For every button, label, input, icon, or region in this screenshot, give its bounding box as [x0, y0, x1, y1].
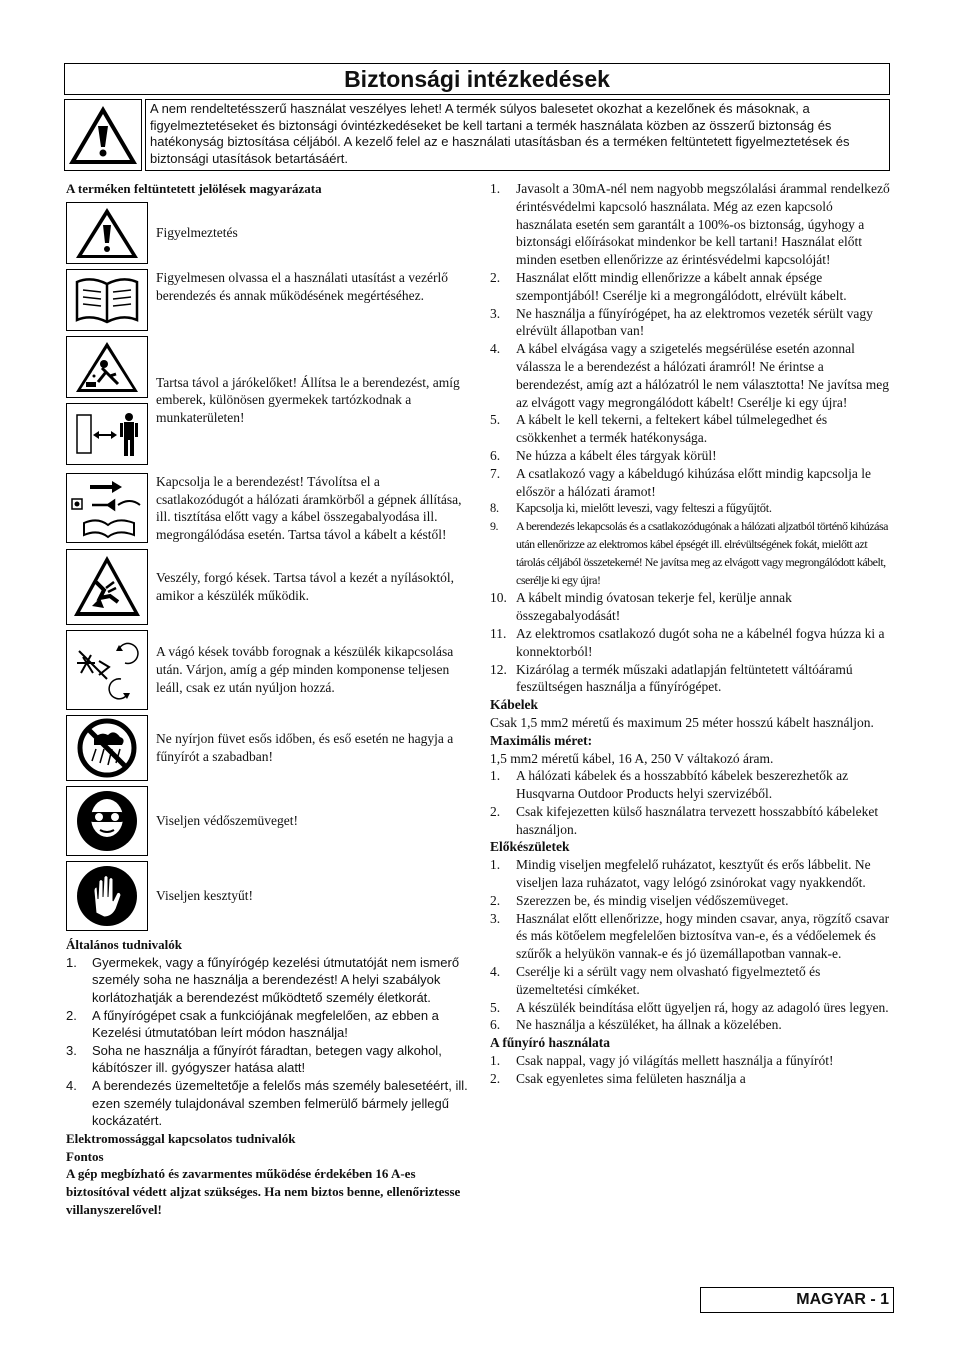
symbol-row — [66, 861, 468, 931]
max-size-text: 1,5 mm2 méretű kábel, 16 A, 250 V váltakozó áram. — [490, 750, 774, 766]
symbol-text: A vágó kések tovább forognak a készülék kikapcsolása után. Várjon, amíg a gép minden komponense teljesen leáll, csak ez után nyúljon hozzá. — [156, 644, 454, 695]
list-item: 5. A készülék beindítása előtt ügyeljen rá, hogy az adagoló üres legyen. — [490, 999, 889, 1015]
symbol-row — [66, 715, 468, 781]
max-size-heading: Maximális méret: — [490, 732, 593, 748]
symbol-box — [66, 549, 148, 625]
symbol-row — [66, 786, 468, 856]
fuse-note: A gép megbízható és zavarmentes működése érdekében 16 A-es biztosítóval védett aljzat szükséges. Ha nem biztos benne, ellenőriztesse villanyszerelővel! — [66, 1166, 461, 1217]
open-book-icon — [71, 272, 143, 328]
list-item: 3. Soha ne használja a fűnyírót fáradtan, betegen vagy alkohol, kábítószer ill. gyógyszer hatása alatt! — [66, 1042, 442, 1076]
symbol-box — [66, 336, 148, 398]
use-heading: A fűnyíró használata — [490, 1035, 611, 1051]
title-box — [64, 63, 890, 95]
prep-heading: Előkészületek — [490, 839, 570, 855]
symbol-box — [66, 630, 148, 710]
gloves-icon — [74, 863, 140, 929]
list-item: 2. Szerezzen be, és mindig viseljen védőszemüveget. — [490, 892, 789, 908]
keep-distance-icon — [69, 405, 145, 463]
right-column — [490, 180, 890, 1088]
list-item: 1. Gyermekek, vagy a fűnyírógép kezelési útmutatóját nem ismerő személy soha ne használja a berendezést! A helyi szabályok korlátozhatják a berendezést működtető személy életkorát. — [66, 954, 460, 1005]
list-item: 5. A kábelt le kell tekerni, a feltekert kábel túlmelegedhet és csökkenhet a termék hatékonysága. — [490, 412, 828, 446]
list-item: 6. Ne használja a készüléket, ha állnak a közelében. — [490, 1017, 782, 1033]
thrown-objects-icon — [72, 338, 142, 396]
list-item: 11. Az elektromos csatlakozó dugót soha ne a kábelnél fogva húzza ki a konnektorból! — [490, 625, 885, 659]
list-item: 3. Ne használja a fűnyírógépet, ha az elektromos vezeték sérült vagy elrévült állapotban van! — [490, 305, 873, 339]
unplug-icon — [68, 475, 146, 541]
warning-triangle-icon — [72, 204, 142, 262]
general-list — [66, 954, 468, 1130]
symbol-box — [66, 403, 148, 465]
left-column — [66, 180, 468, 1219]
symbol-group — [66, 336, 468, 465]
page-footer: MAGYAR - 1 — [700, 1287, 894, 1313]
list-item: 2. Csak egyenletes sima felületen használja a — [490, 1070, 746, 1086]
symbol-row — [66, 630, 468, 710]
use-list — [490, 1052, 890, 1088]
list-item: 8. Kapcsolja ki, mielőtt leveszi, vagy felteszi a fűgyűjtőt. — [490, 501, 772, 516]
list-item: 1. Csak nappal, vagy jó világítás mellett használja a fűnyírót! — [490, 1053, 834, 1069]
list-item: 6. Ne húzza a kábelt éles tárgyak körül! — [490, 447, 717, 463]
symbols-heading: A terméken feltüntetett jelölések magyarázata — [66, 181, 322, 196]
symbol-text: Viseljen védőszemüveget! — [156, 813, 299, 829]
symbol-box — [66, 202, 148, 264]
warning-icon-box — [64, 99, 142, 171]
list-item: 9. A berendezés lekapcsolás és a csatlakozódugónak a hálózati aljzatból történő kihúzása után ellenőrizze az elektromos kábel épségét ill. elrévültségének fokát, mielőtt azt tárolás céljából összetekerné! Ne javítsa meg az elvágott vagy megrongálódott kábelt, cserélje ki egy újra! — [490, 519, 888, 587]
list-item: 1. A hálózati kábelek és a hosszabbító kábelek beszerezhetők az Husqvarna Outdoor Products helyi szervizéből. — [490, 768, 849, 802]
list-item: 2. Csak kifejezetten külső használatra tervezett hosszabbító kábeleket használjon. — [490, 803, 879, 837]
list-item: 4. A kábel elvágása vagy a szigetelés megsérülése esetén azonnal válassza le a berendezést a hálózati áramról! Ne érintse a berendezést, amíg azt a hálózatról le nem választotta! Ne javítsa meg az elvágott vagy megrongálódott kábelt! Cserélje ki egy újra! — [490, 341, 889, 410]
list-item: 3. Használat előtt ellenőrizze, hogy minden csavar, anya, rögzítő csavar és más kötőelem megfelelően biztosítva van-e, és a védőelemek és szűrők a helyükön vannak-e és jó üzemállapotban vannak-e. — [490, 910, 890, 962]
electric-heading: Elektromossággal kapcsolatos tudnivalók — [66, 1130, 296, 1146]
list-item: 10. A kábelt mindig óvatosan tekerje fel, kerülje annak összegabalyodását! — [490, 590, 792, 624]
important-heading: Fontos — [66, 1148, 104, 1164]
general-heading: Általános tudnivalók — [66, 936, 182, 952]
list-item: 2. A fűnyírógépet csak a funkciójának megfelelően, az ebben a Kezelési útmutatóban leírt módon használja! — [66, 1007, 439, 1041]
page-title: Biztonsági intézkedések — [344, 66, 610, 92]
symbol-text: Veszély, forgó kések. Tartsa távol a kezét a nyílásoktól, amikor a készülék működik. — [156, 570, 454, 603]
electric-list — [490, 180, 890, 696]
symbol-row — [66, 473, 468, 544]
warning-triangle-icon — [65, 100, 141, 170]
no-rain-icon — [76, 717, 138, 779]
symbol-box — [66, 861, 148, 931]
list-item: 1. Javasolt a 30mA-nél nem nagyobb megszólalási árammal rendelkező érintésvédelmi kapcsoló használata. Még az ezen kapcsoló használata esetén sem garantált a 100%-os biztonság, úgyhogy a biztonsági előírásokat mindenkor be kell tartani! Használat előtt minden esetben ellenőrizze az érintésvédelmi kapcsolóját! — [490, 181, 890, 268]
symbol-row — [66, 269, 468, 331]
symbol-box — [66, 473, 148, 543]
symbol-box — [66, 269, 148, 331]
list-item: 1. Mindig viseljen megfelelő ruházatot, kesztyűt és erős lábbelit. Ne viseljen laza ruházatot, vagy lelógó zsinórokat vagy nyakkendőt. — [490, 857, 871, 891]
top-warning-box — [64, 99, 890, 171]
list-item: 2. Használat előtt mindig ellenőrizze a kábelt annak épsége szempontjából! Cserélje ki a megrongálódott, elrévült kábelt. — [490, 269, 847, 303]
cables-text: Csak 1,5 mm2 méretű és maximum 25 méter hosszú kábelt használjon. — [490, 714, 874, 730]
list-item: 4. Cserélje ki a sérült vagy nem olvasható figyelmeztető és üzemeltetési címkéket. — [490, 964, 821, 997]
symbol-row — [66, 549, 468, 625]
list-item: 7. A csatlakozó vagy a kábeldugó kihúzása előtt mindig kapcsolja le először a hálózati áramot! — [490, 465, 872, 499]
cables-list — [490, 767, 890, 838]
symbol-text: Tartsa távol a járókelőket! Állítsa le a berendezést, amíg emberek, különösen gyermekek tartózkodnak a munkaterületen! — [156, 374, 460, 426]
blade-rotation-icon — [69, 633, 145, 707]
symbol-box — [66, 715, 148, 781]
symbol-box — [66, 786, 148, 856]
goggles-icon — [74, 788, 140, 854]
symbol-text: Figyelmeztetés — [156, 224, 238, 240]
cables-heading: Kábelek — [490, 697, 539, 713]
list-item: 4. A berendezés üzemeltetője a felelős más személy balesetéért, ill. ezen személy tulajdonával szemben felmerülő bármely jellegű kockázatért. — [66, 1077, 468, 1129]
rotating-blade-icon — [70, 552, 144, 622]
prep-list — [490, 856, 890, 1034]
symbol-text: Kapcsolja le a berendezést! Távolítsa el a csatlakozódugót a hálózati áramkörből a gépnek állítása, ill. tisztítása előtt vagy a kábel összegabalyodása ill. megrongálódása esetén. Tartsa távol a kábelt a késtől! — [156, 473, 462, 543]
top-warning-text: A nem rendeltetésszerű használat veszélyes lehet! A termék súlyos balesetet okozhat a kezelőnek és másoknak, a figyelmeztetéseket és biztonsági óvintézkedéseket be kell tartani a termék használata közben az összerű biztonság és hatékonyság biztosítása céljából. A kezelő felel az e használati utasításban és a terméken feltüntetett figyelmeztetések és biztonsági utasítások betartásáért. — [145, 99, 890, 171]
list-item: 12. Kizárólag a termék műszaki adatlapján feltüntetett váltóáramú feszültségen használja a fűnyírógépet. — [490, 661, 853, 695]
symbol-text: Figyelmesen olvassa el a használati utasítást a vezérlő berendezés és annak működésének megértéséhez. — [156, 269, 449, 303]
symbol-row — [66, 202, 468, 264]
symbol-text: Ne nyírjon füvet esős időben, és eső esetén ne hagyja a fűnyírót a szabadban! — [156, 731, 454, 764]
symbol-text: Viseljen kesztyűt! — [156, 888, 254, 904]
